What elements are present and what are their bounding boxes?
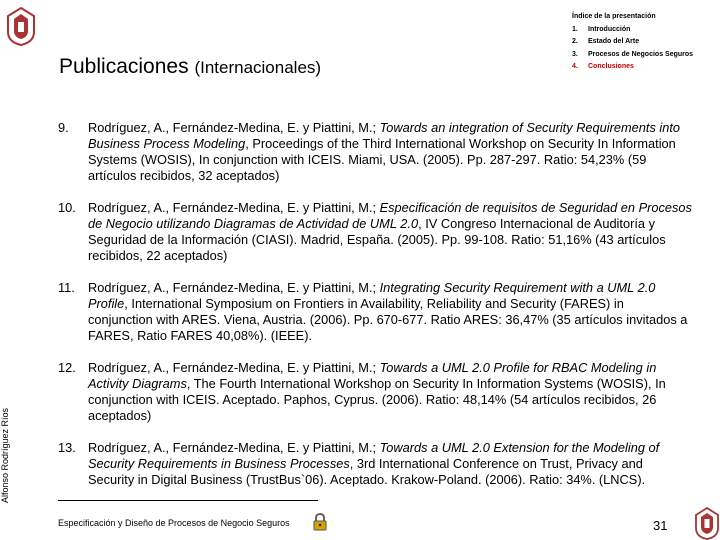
- index-item-label: Conclusiones: [588, 63, 634, 70]
- reference-item: [58, 360, 692, 424]
- index-item-label: Introducción: [588, 25, 631, 33]
- side-author-name: Alfonso Rodríguez Ríos: [0, 407, 10, 503]
- reference-details: , Proceedings of the Third International Workshop on Security In Information Systems (WOSIS), In conjunction with ICEIS. Miami, USA. (2005). Pp. 287-297. Ratio: 54,23% (59 artículos recibidos, 32 aceptados): [88, 136, 676, 183]
- page-number: 31: [653, 518, 668, 533]
- reference-number: 9.: [58, 120, 69, 135]
- university-logo-small: [694, 506, 720, 540]
- index-item-num: 4.: [572, 63, 578, 70]
- index-item-active[interactable]: [572, 61, 693, 74]
- reference-item: [58, 280, 692, 344]
- footer-divider: [58, 500, 318, 501]
- reference-list: [58, 120, 692, 504]
- reference-text: [88, 440, 692, 488]
- reference-text: [88, 360, 692, 424]
- reference-number: 12.: [58, 360, 76, 375]
- reference-details: , IV Congreso Internacional de Auditoría y Seguridad de la Información (CIASI). Madrid, España. (2005). Pp. 99-108. Ratio: 51,16% (43 artículos recibidos, 22 aceptados): [88, 216, 666, 263]
- index-item-num: 2.: [572, 38, 578, 45]
- index-heading: Índice de la presentación: [572, 13, 656, 20]
- reference-text: [88, 120, 692, 184]
- index-item[interactable]: [572, 36, 693, 49]
- lock-icon: [313, 513, 327, 531]
- reference-authors: Rodríguez, A., Fernández-Medina, E. y Piattini, M.;: [88, 280, 380, 295]
- reference-title: Especificación de requisitos de Seguridad en Procesos de Negocio utilizando Diagramas de Actividad de UML 2.0: [88, 200, 692, 231]
- reference-authors: Rodríguez, A., Fernández-Medina, E. y Piattini, M.;: [88, 360, 380, 375]
- reference-title: Towards an integration of Security Requirements into Business Process Modeling: [88, 120, 681, 151]
- index-item[interactable]: [572, 24, 693, 37]
- reference-title: Towards a UML 2.0 Extension for the Modeling of Security Requirements in Business Processes: [88, 440, 660, 471]
- reference-authors: Rodríguez, A., Fernández-Medina, E. y Piattini, M.;: [88, 440, 380, 455]
- university-logo: [6, 6, 36, 46]
- presentation-index: [572, 11, 693, 74]
- reference-authors: Rodríguez, A., Fernández-Medina, E. y Piattini, M.;: [88, 200, 380, 215]
- footer-text: Especificación y Diseño de Procesos de Negocio Seguros: [58, 518, 290, 528]
- reference-number: 11.: [58, 280, 75, 295]
- index-item-num: 1.: [572, 25, 578, 33]
- index-item-label: Procesos de Negocios Seguros: [588, 50, 694, 58]
- reference-details: , 3rd International Conference on Trust, Privacy and Security in Digital Business (TrustBus`06). Aceptado. Krakow-Poland. (2006). Ratio: 34%. (LNCS).: [88, 456, 646, 487]
- reference-authors: Rodríguez, A., Fernández-Medina, E. y Piattini, M.;: [88, 120, 380, 135]
- reference-title: Towards a UML 2.0 Profile for RBAC Modeling in Activity Diagrams: [88, 360, 657, 391]
- reference-details: , The Fourth International Workshop on Security In Information Systems (WOSIS), In conjunction with ICEIS. Aceptado. Paphos, Cyprus. (2006). Ratio: 48,14% (54 artículos recibidos, 26 aceptados): [88, 376, 666, 423]
- reference-title: Integrating Security Requirement with a UML 2.0 Profile: [88, 280, 656, 311]
- page-title-sub: (Internacionales): [194, 58, 322, 77]
- reference-item: [58, 120, 692, 184]
- index-item[interactable]: [572, 49, 693, 62]
- page-title-main: Publicaciones: [59, 55, 189, 78]
- reference-number: 13.: [58, 440, 76, 455]
- page-title: [59, 55, 321, 79]
- reference-item: [58, 200, 692, 264]
- reference-details: , International Symposium on Frontiers in Availability, Reliability and Security (FARES) in conjunction with ARES. Viena, Austria. (2006). Pp. 670-677. Ratio ARES: 36,47% (35 artículos invitados a FARES, Ratio FARES 40,08%). (IEEE).: [88, 296, 688, 343]
- reference-number: 10.: [58, 200, 76, 215]
- reference-item: [58, 440, 692, 488]
- index-item-label: Estado del Arte: [588, 38, 640, 45]
- reference-text: [88, 200, 692, 264]
- index-item-num: 3.: [572, 50, 578, 58]
- reference-text: [88, 280, 692, 344]
